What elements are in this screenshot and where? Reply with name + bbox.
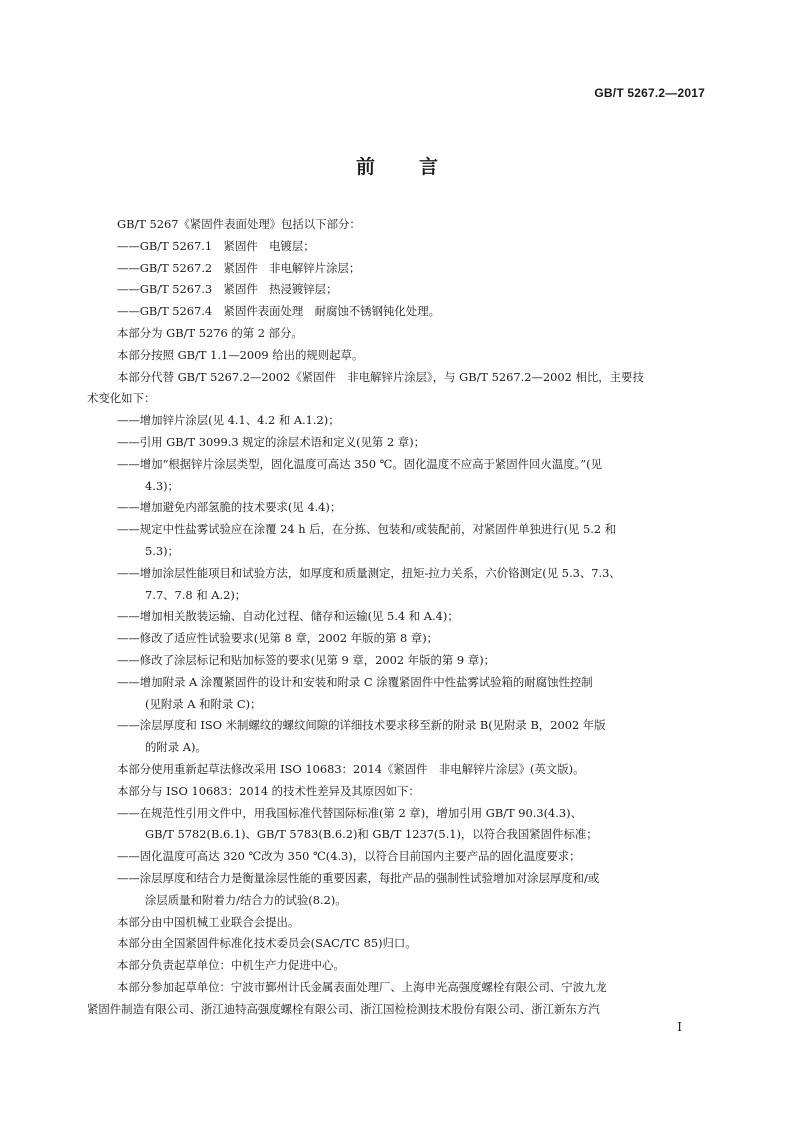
- list-item-line: ——涂层厚度和结合力是衡量涂层性能的重要因素，每批产品的强制性试验增加对涂层厚度和/或: [117, 870, 600, 885]
- page-number: I: [677, 1020, 682, 1034]
- paragraph-line: 本部分与 ISO 10683：2014 的技术性差异及其原因如下：: [117, 783, 420, 798]
- paragraph-line: 本部分代替 GB/T 5267.2—2002《紧固件 非电解锌片涂层》，与 GB/T 5267.2—2002 相比，主要技: [117, 369, 644, 384]
- list-item-line: ——增加附录 A 涂覆紧固件的设计和安装和附录 C 涂覆紧固件中性盐雾试验箱的耐腐蚀性控制: [117, 674, 593, 689]
- paragraph-line: 本部分按照 GB/T 1.1—2009 给出的规则起草。: [117, 347, 364, 362]
- list-item-line: ——修改了适应性试验要求(见第 8 章，2002 年版的第 8 章)；: [117, 631, 439, 646]
- paragraph-line: 本部分参加起草单位：宁波市鄞州计氏金属表面处理厂、上海申光高强度螺栓有限公司、宁波九龙: [117, 979, 607, 994]
- list-item-line: ——GB/T 5267.4 紧固件表面处理 耐腐蚀不锈钢钝化处理。: [117, 304, 440, 319]
- list-item-line: ——GB/T 5267.3 紧固件 热浸镀锌层；: [117, 282, 338, 297]
- list-item-line: ——引用 GB/T 3099.3 规定的涂层术语和定义(见第 2 章)；: [117, 434, 426, 449]
- list-item-line: (见附录 A 和附录 C)；: [145, 696, 262, 711]
- title-part-2: 言: [419, 156, 439, 178]
- list-item-line: 4.3)；: [145, 478, 179, 493]
- paragraph-line: 本部分为 GB/T 5276 的第 2 部分。: [117, 325, 303, 340]
- list-item-line: ——修改了涂层标记和贴加标签的要求(见第 9 章，2002 年版的第 9 章)；: [117, 652, 496, 667]
- list-item-line: ——GB/T 5267.1 紧固件 电镀层；: [117, 238, 315, 253]
- list-item-line: ——规定中性盐雾试验应在涂覆 24 h 后，在分拣、包装和/或装配前，对紧固件单独进行(见 5.2 和: [117, 522, 617, 537]
- paragraph-line: 术变化如下：: [87, 391, 156, 406]
- paragraph-line: 本部分使用重新起草法修改采用 ISO 10683：2014《紧固件 非电解锌片涂层》(英文版)。: [117, 761, 585, 776]
- list-item-line: ——增加“根据锌片涂层类型，固化温度可高达 350 ℃。固化温度不应高于紧固件回火温度。”(见: [117, 456, 602, 471]
- paragraph-line: 本部分由中国机械工业联合会提出。: [117, 914, 300, 929]
- list-item-line: 的附录 A)。: [145, 740, 207, 755]
- title-part-1: 前: [355, 156, 375, 178]
- list-item-line: 涂层质量和附着力/结合力的试验(8.2)。: [145, 892, 347, 907]
- foreword-body: [87, 214, 708, 1020]
- list-item-line: ——在规范性引用文件中，用我国标准代替国际标准(第 2 章)，增加引用 GB/T 90.3(4.3)、: [117, 805, 582, 820]
- paragraph-line: 本部分负责起草单位：中机生产力促进中心。: [117, 958, 345, 973]
- list-item-line: ——增加涂层性能项目和试验方法，如厚度和质量测定，扭矩-拉力关系，六价铬测定(见 5.3、7.3、: [117, 565, 621, 580]
- list-item-line: ——增加相关散装运输、自动化过程、储存和运输(见 5.4 和 A.4)；: [117, 609, 459, 624]
- page-title: [0, 152, 794, 179]
- list-item-line: GB/T 5782(B.6.1)、GB/T 5783(B.6.2)和 GB/T 1237(5.1)，以符合我国紧固件标准；: [145, 827, 598, 842]
- standard-code: GB/T 5267.2—2017: [594, 86, 705, 100]
- list-item-line: ——涂层厚度和 ISO 米制螺纹的螺纹间隙的详细技术要求移至新的附录 B(见附录 B，2002 年版: [117, 718, 606, 733]
- list-item-line: ——增加避免内部氢脆的技术要求(见 4.4)；: [117, 500, 342, 515]
- paragraph-line: 本部分由全国紧固件标准化技术委员会(SAC/TC 85)归口。: [117, 936, 417, 951]
- paragraph-line: GB/T 5267《紧固件表面处理》包括以下部分：: [117, 217, 361, 231]
- paragraph-line: 紧固件制造有限公司、浙江迪特高强度螺栓有限公司、浙江国检检测技术股份有限公司、浙江新东方汽: [87, 1001, 600, 1016]
- list-item-line: ——增加锌片涂层(见 4.1、4.2 和 A.1.2)；: [117, 413, 340, 428]
- list-item-line: ——固化温度可高达 320 ℃改为 350 ℃(4.3)，以符合目前国内主要产品的固化温度要求；: [117, 849, 581, 864]
- list-item-line: 5.3)；: [145, 543, 179, 558]
- list-item-line: ——GB/T 5267.2 紧固件 非电解锌片涂层；: [117, 260, 361, 275]
- list-item-line: 7.7、7.8 和 A.2)；: [145, 587, 247, 602]
